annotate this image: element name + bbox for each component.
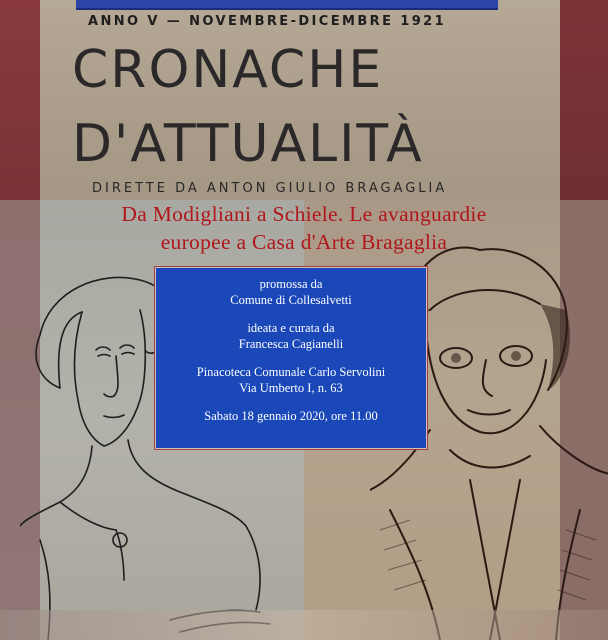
promoted-label: promossa da (259, 277, 323, 291)
exhibition-title-line1: Da Modigliani a Schiele. Le avanguardie (121, 202, 487, 226)
magazine-issue: ANNO V — NOVEMBRE-DICEMBRE 1921 (88, 14, 447, 29)
magazine-title-line1: CRONACHE (72, 40, 384, 100)
magazine-top-band (76, 0, 498, 10)
curator-name: Francesca Cagianelli (238, 337, 344, 351)
magazine-title-line2: D'ATTUALITÀ (72, 114, 424, 174)
promoter-name: Comune di Collesalvetti (230, 293, 352, 307)
venue-address: Via Umberto I, n. 63 (239, 381, 343, 395)
curated-label: ideata e curata da (247, 321, 335, 335)
magazine-director: DIRETTE DA ANTON GIULIO BRAGAGLIA (92, 181, 448, 196)
background-right-band (560, 0, 608, 200)
background-left-band (0, 0, 40, 200)
promoter-block (156, 276, 426, 308)
curator-block (156, 320, 426, 352)
venue-block (156, 364, 426, 396)
exhibition-title-line2: europee a Casa d'Arte Bragaglia (160, 230, 448, 254)
exhibition-title (0, 200, 608, 256)
event-info-box (155, 267, 427, 449)
date-block (156, 408, 426, 424)
venue-name: Pinacoteca Comunale Carlo Servolini (196, 365, 386, 379)
event-datetime: Sabato 18 gennaio 2020, ore 11.00 (204, 409, 378, 423)
bottom-strip (0, 610, 608, 640)
